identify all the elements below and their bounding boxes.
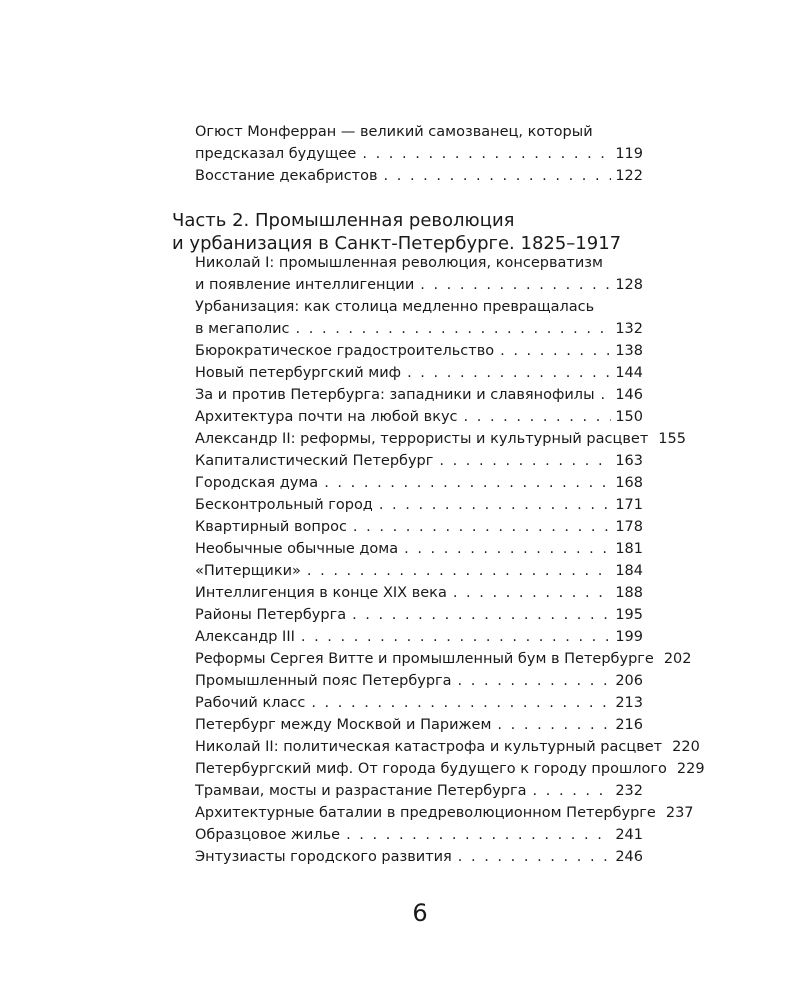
toc-page-number: 199	[615, 629, 643, 645]
toc-entry-line	[195, 428, 686, 450]
dot-leader	[452, 670, 612, 692]
toc-entry	[195, 538, 643, 560]
toc-entry-line1	[195, 296, 643, 318]
dot-leader	[414, 274, 611, 296]
toc-entry	[195, 714, 643, 736]
toc-entry-line	[195, 758, 705, 780]
dot-leader	[491, 714, 611, 736]
toc-entry-line	[195, 582, 643, 604]
toc-entry-line	[195, 714, 643, 736]
toc-page-number: 237	[665, 805, 694, 821]
toc-entry-title: Промышленный пояс Петербурга	[195, 673, 452, 689]
toc-entry-title: Бесконтрольный город	[195, 497, 373, 513]
toc-entry-line2	[195, 318, 643, 340]
toc-page-number: 144	[615, 365, 643, 381]
dot-leader	[301, 560, 611, 582]
toc-entry-line	[195, 538, 643, 560]
toc-entry	[195, 296, 643, 340]
toc-entry-title: Огюст Монферран — великий самозванец, который	[195, 124, 593, 140]
toc-entry-line1	[195, 252, 643, 274]
dot-leader	[494, 340, 611, 362]
toc-entry	[195, 450, 643, 472]
toc-entry-title: Архитектура почти на любой вкус	[195, 409, 458, 425]
dot-leader	[295, 626, 611, 648]
toc-entry-title: Квартирный вопрос	[195, 519, 347, 535]
toc-entry-line	[195, 165, 643, 187]
toc-entry	[195, 560, 643, 582]
toc-page-number: 213	[615, 695, 643, 711]
toc-entry-title: Урбанизация: как столица медленно превращалась	[195, 299, 595, 315]
toc-entry-line	[195, 450, 643, 472]
toc-entry	[195, 384, 643, 406]
toc-entry-title: Александр II: реформы, террористы и культурный расцвет	[195, 431, 649, 447]
toc-entry-line	[195, 560, 643, 582]
toc-page-number: 220	[672, 739, 700, 755]
dot-leader	[346, 604, 611, 626]
toc-page-number: 216	[615, 717, 643, 733]
toc-entry	[195, 604, 643, 626]
dot-leader	[595, 384, 612, 406]
toc-entry-title: и появление интеллигенции	[195, 277, 415, 293]
toc-entry-title: Новый петербургский миф	[195, 365, 402, 381]
toc-entry-title: Архитектурные баталии в предреволюционном Петербурге	[195, 805, 656, 821]
toc-entry-line1	[195, 121, 643, 143]
toc-page-number: 163	[615, 453, 643, 469]
toc-entry-line	[195, 670, 643, 692]
toc-entry	[195, 406, 643, 428]
toc-page-number: 202	[663, 651, 692, 667]
toc-entry-line2	[195, 274, 643, 296]
toc-page-number: 188	[615, 585, 643, 601]
toc-page-number: 246	[615, 849, 643, 865]
toc-page-number: 146	[615, 387, 643, 403]
toc-entry-title: Образцовое жилье	[195, 827, 341, 843]
toc-page-number: 155	[658, 431, 686, 447]
toc-entry-line	[195, 362, 643, 384]
toc-entry-line	[195, 604, 643, 626]
toc-page-number: 184	[615, 563, 643, 579]
toc-entry-line	[195, 780, 643, 802]
toc-entry-title: Восстание декабристов	[195, 168, 378, 184]
dot-leader	[458, 406, 612, 428]
toc-entry	[195, 824, 643, 846]
toc-entry-title: Александр III	[195, 629, 295, 645]
toc-entry	[195, 736, 700, 758]
toc-page-number: 171	[615, 497, 643, 513]
toc-entry-line	[195, 824, 643, 846]
part-heading-line1: Часть 2. Промышленная революция	[172, 210, 515, 231]
toc-entry-title: Петербург между Москвой и Парижем	[195, 717, 492, 733]
toc-entry-title: Петербургский миф. От города будущего к городу прошлого	[195, 761, 667, 777]
toc-entry-title: Реформы Сергея Витте и промышленный бум в Петербурге	[195, 651, 654, 667]
toc-entry-line	[195, 516, 643, 538]
toc-page-number: 119	[615, 146, 643, 162]
toc-entry	[195, 670, 643, 692]
toc-page-number: 229	[676, 761, 705, 777]
dot-leader	[347, 516, 611, 538]
toc-entry-title: Бюрократическое градостроительство	[195, 343, 495, 359]
dot-leader	[447, 582, 611, 604]
toc-entry	[195, 121, 643, 165]
toc-entry	[195, 802, 694, 824]
toc-entry-title: Рабочий класс	[195, 695, 306, 711]
toc-page-number: 168	[615, 475, 643, 491]
dot-leader	[373, 494, 611, 516]
toc-entry	[195, 472, 643, 494]
toc-entry-line	[195, 692, 643, 714]
toc-entry-title: «Питерщики»	[195, 563, 301, 579]
toc-entry-title: Необычные обычные дома	[195, 541, 399, 557]
toc-page-number: 150	[615, 409, 643, 425]
toc-entry-title: Николай I: промышленная революция, консерватизм	[195, 255, 603, 271]
part-heading	[172, 209, 652, 255]
toc-entry	[195, 758, 705, 780]
dot-leader	[318, 472, 611, 494]
dot-leader	[433, 450, 611, 472]
toc-entry-title: Районы Петербурга	[195, 607, 347, 623]
toc-entry-line	[195, 384, 643, 406]
toc-entry	[195, 626, 643, 648]
toc-entry-title: Трамваи, мосты и разрастание Петербурга	[195, 783, 527, 799]
dot-leader	[398, 538, 611, 560]
toc-entry-title: предсказал будущее	[195, 146, 357, 162]
toc-entry-line	[195, 340, 643, 362]
toc-entry-title: в мегаполис	[195, 321, 290, 337]
toc-entry-line	[195, 472, 643, 494]
toc-entry	[195, 648, 692, 670]
toc-entry-line	[195, 406, 643, 428]
dot-leader	[305, 692, 611, 714]
dot-leader	[401, 362, 611, 384]
toc-entry-title: За и против Петербурга: западники и славянофилы	[195, 387, 595, 403]
toc-page-number: 132	[615, 321, 643, 337]
dot-leader	[378, 165, 612, 187]
toc-entry	[195, 582, 643, 604]
toc-entry-line	[195, 494, 643, 516]
toc-page-number: 195	[615, 607, 643, 623]
toc-page-number: 122	[615, 168, 643, 184]
toc-entry	[195, 340, 643, 362]
toc-page-number: 241	[615, 827, 643, 843]
toc-page-number: 138	[615, 343, 643, 359]
toc-entry-title: Капиталистический Петербург	[195, 453, 434, 469]
toc-entry-line	[195, 648, 692, 670]
toc-entry	[195, 362, 643, 384]
dot-leader	[527, 780, 612, 802]
toc-entry	[195, 252, 643, 296]
toc-entry	[195, 516, 643, 538]
toc-page-number: 128	[615, 277, 643, 293]
toc-page-number: 206	[615, 673, 643, 689]
toc-entry-title: Интеллигенция в конце XIX века	[195, 585, 447, 601]
toc-entry	[195, 780, 643, 802]
toc-page-number: 232	[615, 783, 643, 799]
toc-entry-title: Городская дума	[195, 475, 319, 491]
part-heading-line2: и урбанизация в Санкт-Петербурге. 1825–1917	[172, 233, 622, 254]
toc-entry	[195, 494, 643, 516]
dot-leader	[290, 318, 612, 340]
toc-entry-title: Николай II: политическая катастрофа и культурный расцвет	[195, 739, 663, 755]
dot-leader	[340, 824, 611, 846]
dot-leader	[452, 846, 612, 868]
toc-entry	[195, 846, 643, 868]
toc-entry-line	[195, 626, 643, 648]
toc-entry-line2	[195, 143, 643, 165]
dot-leader	[356, 143, 611, 165]
toc-entry-line	[195, 736, 700, 758]
toc-page-number: 181	[615, 541, 643, 557]
toc-entry-title: Энтузиасты городского развития	[195, 849, 452, 865]
toc-page-number: 178	[615, 519, 643, 535]
toc-entry	[195, 165, 643, 187]
toc-entry	[195, 692, 643, 714]
page-number: 6	[412, 899, 428, 927]
toc-entry	[195, 428, 686, 450]
toc-entry-line	[195, 802, 694, 824]
toc-entry-line	[195, 846, 643, 868]
